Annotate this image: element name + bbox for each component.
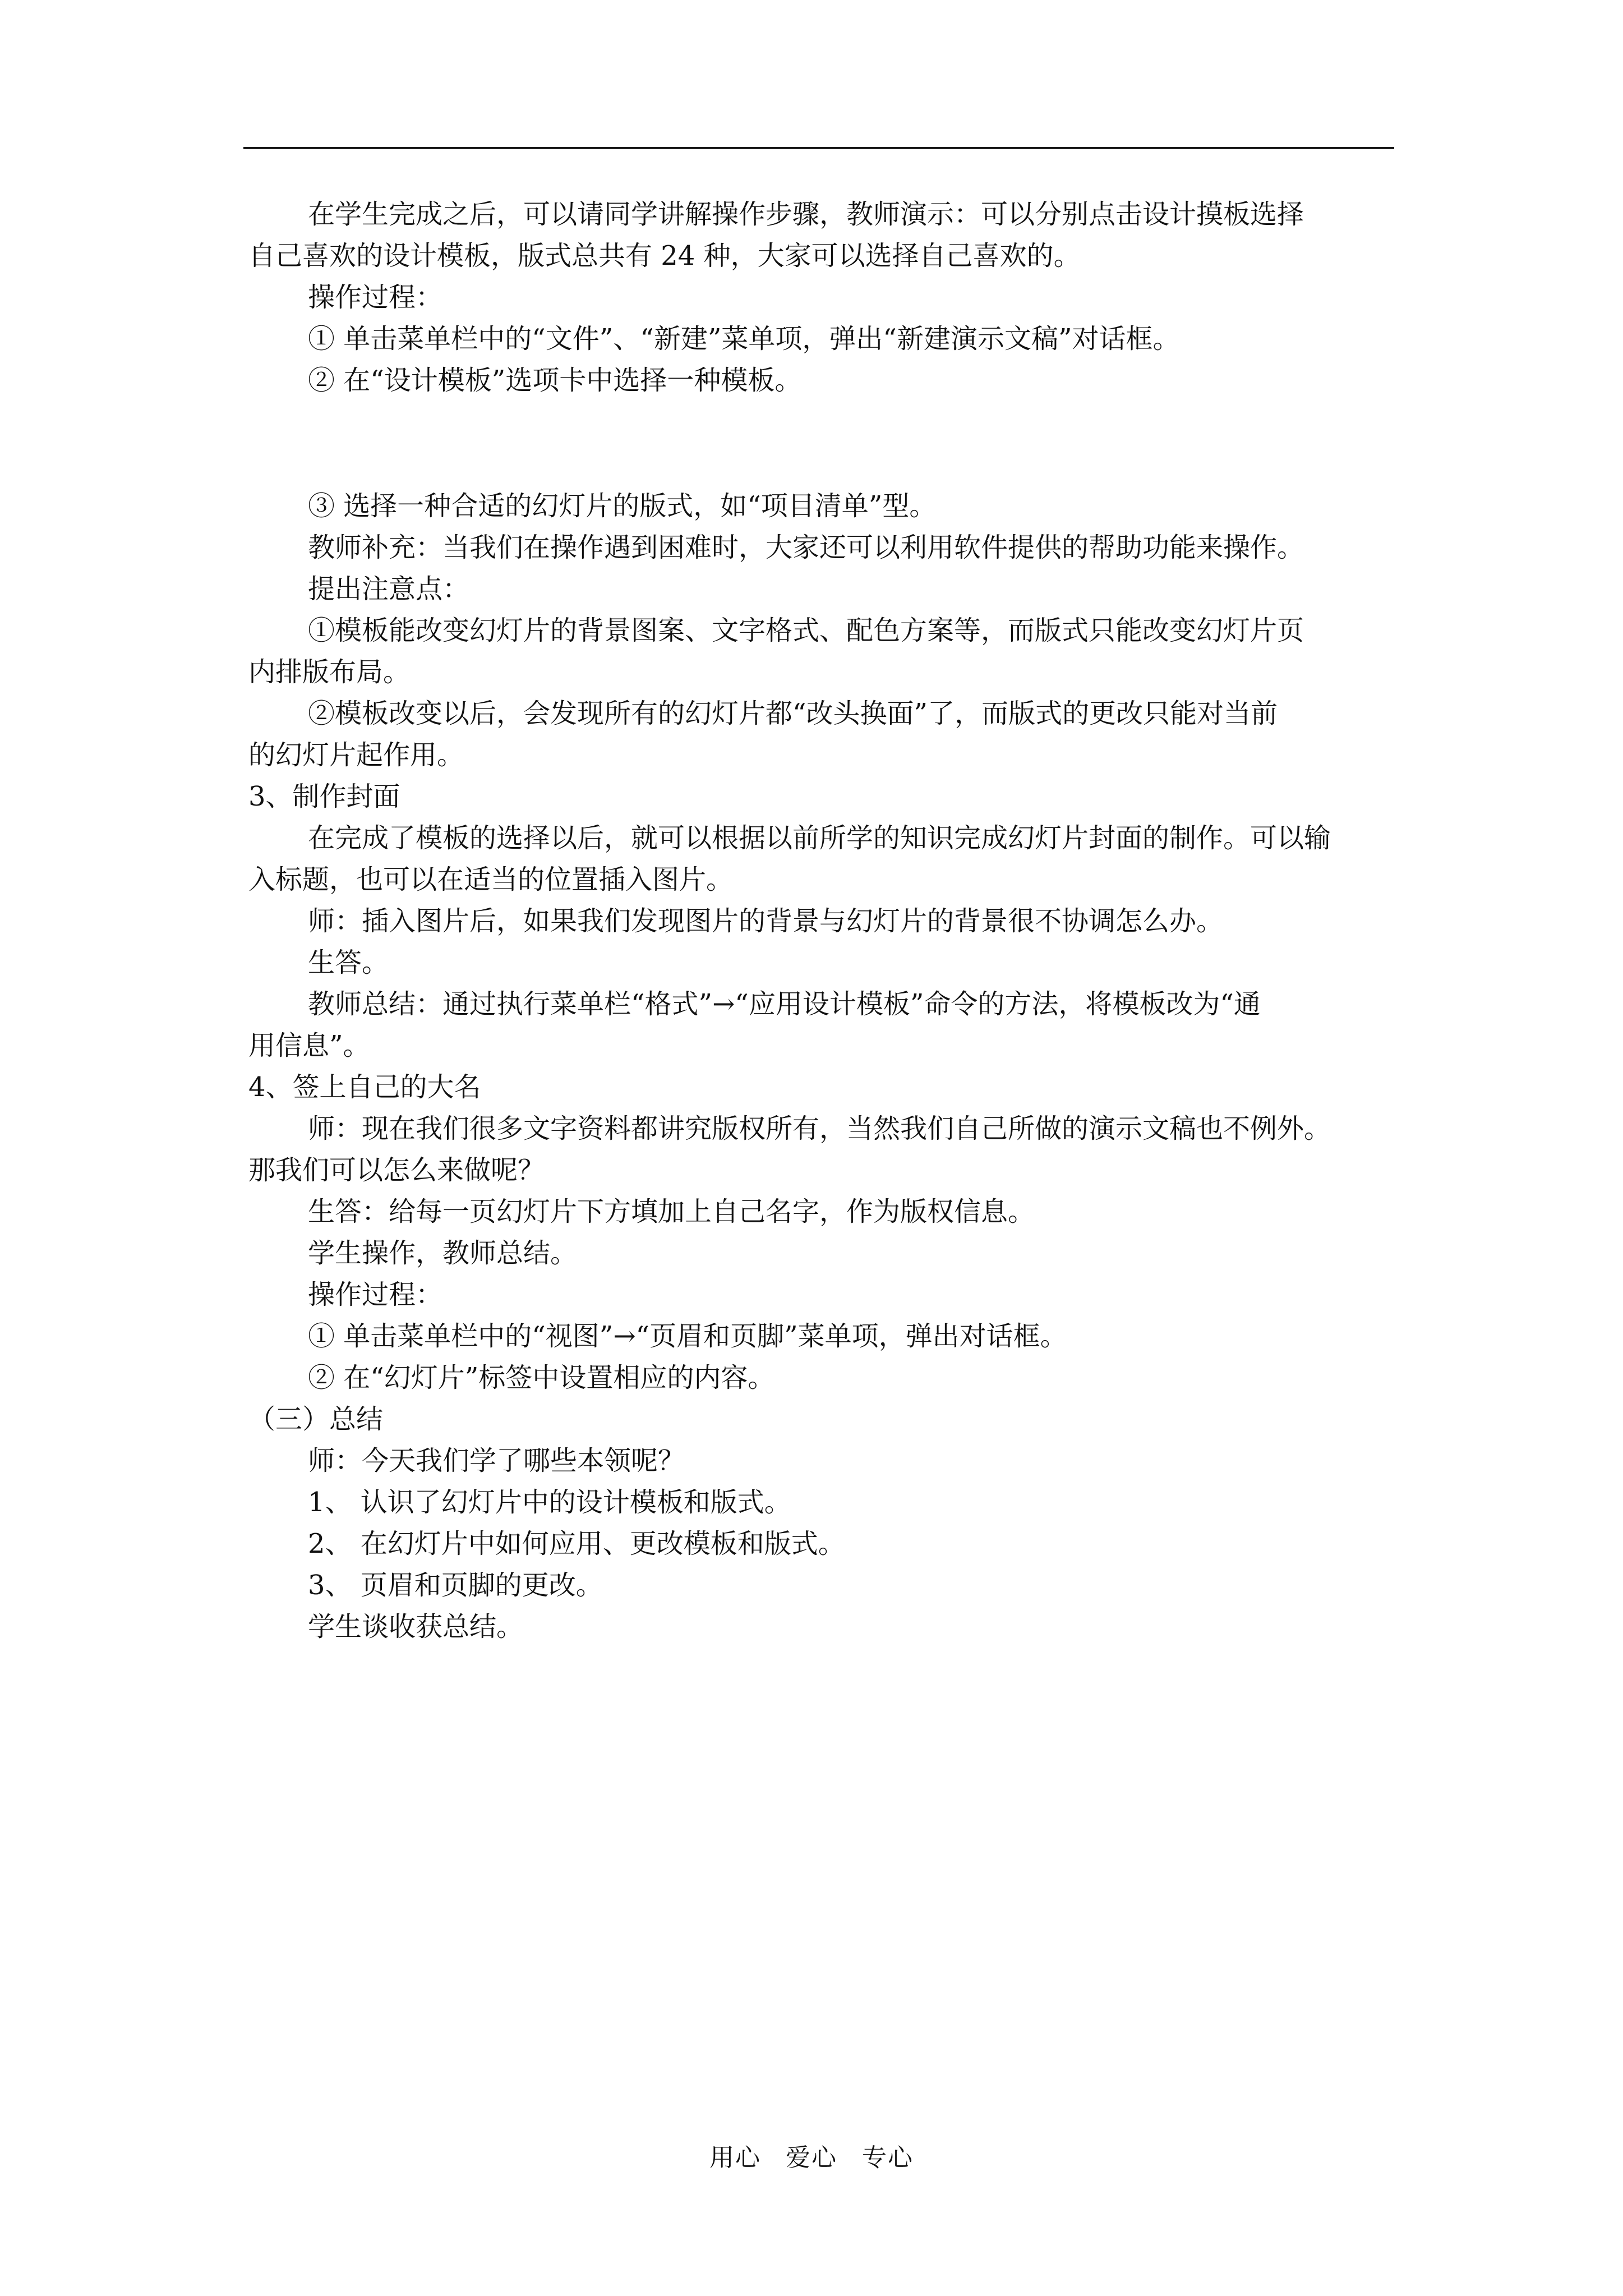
- paragraph: 提出注意点：: [308, 573, 470, 605]
- paragraph: 师：插入图片后，如果我们发现图片的背景与幻灯片的背景很不协调怎么办。: [308, 905, 1224, 937]
- list-item: ① 单击菜单栏中的“文件”、“新建”菜单项，弹出“新建演示文稿”对话框。: [308, 323, 1180, 355]
- list-item: ② 在“设计模板”选项卡中选择一种模板。: [308, 365, 802, 396]
- section-heading: 4、签上自己的大名: [248, 1071, 481, 1103]
- list-item: ① 单击菜单栏中的“视图”→“页眉和页脚”菜单项，弹出对话框。: [308, 1320, 1067, 1352]
- paragraph: 在学生完成之后，可以请同学讲解操作步骤，教师演示：可以分别点击设计摸板选择: [308, 199, 1304, 230]
- paragraph: 自己喜欢的设计模板，版式总共有 24 种，大家可以选择自己喜欢的。: [248, 240, 1081, 272]
- section-heading: 3、制作封面: [248, 781, 400, 812]
- paragraph: 用信息”。: [248, 1030, 370, 1061]
- document-body: [248, 194, 1390, 1648]
- list-item: 1、 认识了幻灯片中的设计模板和版式。: [308, 1487, 791, 1518]
- paragraph: 生答：给每一页幻灯片下方填加上自己名字，作为版权信息。: [308, 1196, 1035, 1227]
- paragraph: 学生谈收获总结。: [308, 1611, 524, 1642]
- paragraph: 教师补充：当我们在操作遇到困难时，大家还可以利用软件提供的帮助功能来操作。: [308, 532, 1304, 563]
- paragraph: 师：现在我们很多文字资料都讲究版权所有，当然我们自己所做的演示文稿也不例外。: [308, 1113, 1331, 1144]
- paragraph: 操作过程：: [308, 282, 443, 313]
- paragraph: 学生操作，教师总结。: [308, 1237, 578, 1269]
- paragraph: 操作过程：: [308, 1279, 443, 1310]
- list-item: ③ 选择一种合适的幻灯片的版式，如“项目清单”型。: [308, 490, 937, 522]
- page-footer: 用心 爱心 专心: [709, 2143, 914, 2172]
- paragraph: 的幻灯片起作用。: [248, 739, 464, 771]
- blank-space: [248, 401, 1390, 485]
- paragraph: 那我们可以怎么来做呢？: [248, 1154, 545, 1186]
- paragraph: 在完成了模板的选择以后，就可以根据以前所学的知识完成幻灯片封面的制作。可以输: [308, 822, 1331, 854]
- list-item: 2、 在幻灯片中如何应用、更改模板和版式。: [308, 1528, 845, 1559]
- list-item: ② 在“幻灯片”标签中设置相应的内容。: [308, 1362, 775, 1393]
- paragraph: 内排版布局。: [248, 656, 411, 688]
- paragraph: 入标题，也可以在适当的位置插入图片。: [248, 864, 734, 895]
- list-item: 3、 页眉和页脚的更改。: [308, 1570, 603, 1601]
- paragraph: 师：今天我们学了哪些本领呢？: [308, 1445, 685, 1476]
- paragraph: ①模板能改变幻灯片的背景图案、文字格式、配色方案等，而版式只能改变幻灯片页: [308, 615, 1304, 646]
- paragraph: ②模板改变以后，会发现所有的幻灯片都“改头换面”了，而版式的更改只能对当前: [308, 698, 1278, 729]
- header-rule: [243, 147, 1394, 149]
- section-heading: （三）总结: [248, 1404, 384, 1435]
- paragraph: 教师总结：通过执行菜单栏“格式”→“应用设计模板”命令的方法，将模板改为“通: [308, 988, 1261, 1020]
- paragraph: 生答。: [308, 947, 389, 978]
